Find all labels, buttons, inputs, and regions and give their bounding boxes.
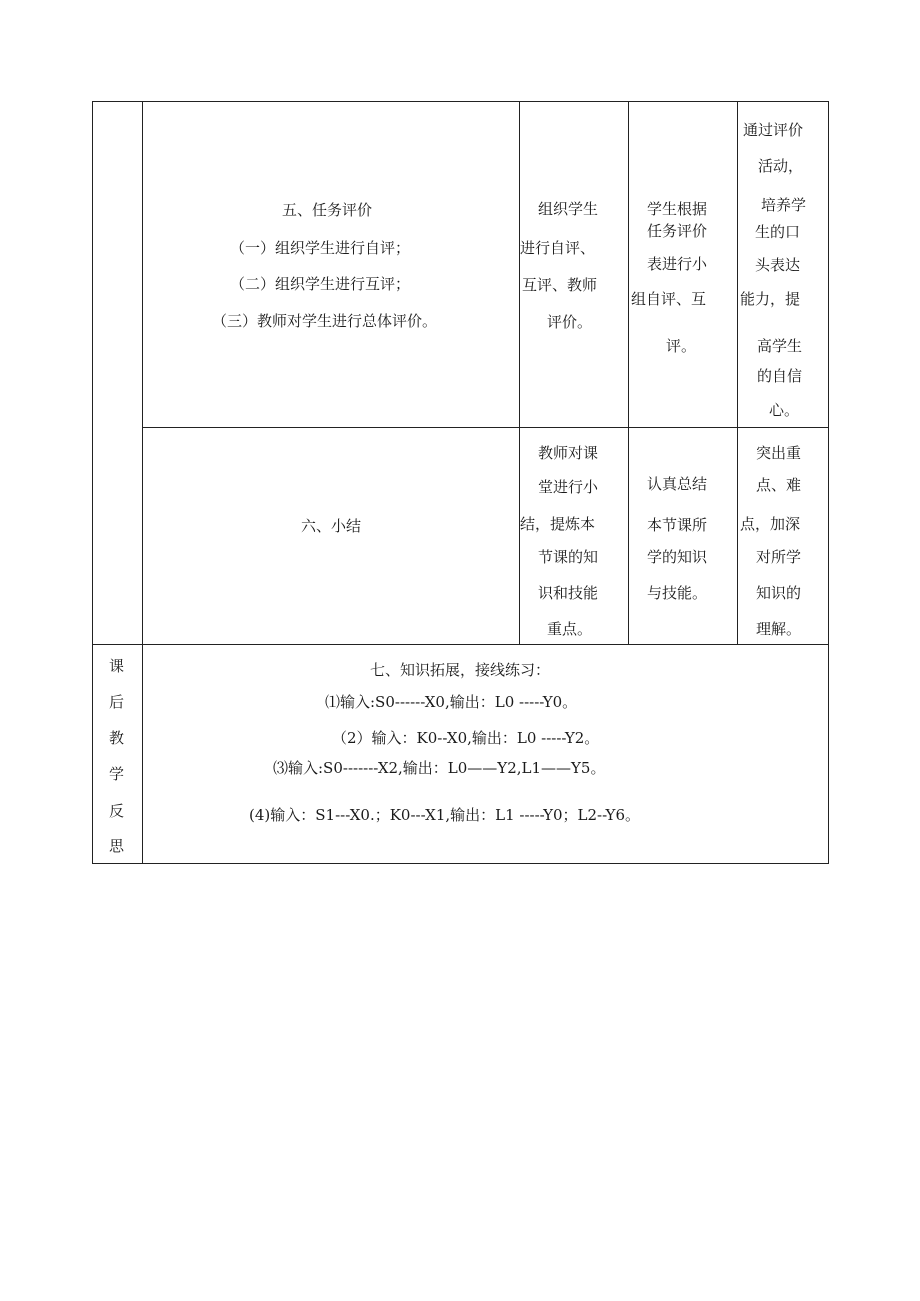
exercise-item: ⑶输入:S0-------X2,输出：L0——Y2,L1——Y5。: [273, 759, 606, 777]
design-intent-line: 培养学: [761, 196, 807, 214]
student-activity-line: 学的知识: [647, 548, 708, 566]
design-intent-line: 理解。: [756, 620, 802, 638]
design-intent-line: 高学生: [757, 337, 803, 355]
teacher-activity-line: 识和技能: [538, 584, 599, 602]
content-item: （一）组织学生进行自评；: [230, 239, 411, 257]
teacher-activity-line: 评价。: [547, 313, 593, 331]
reflection-label-char: 后: [109, 693, 125, 711]
design-intent-line: 能力，提: [740, 290, 801, 308]
student-activity-line: 本节课所: [647, 516, 708, 534]
design-intent-line: 点，加深: [740, 515, 801, 533]
content-item: （三）教师对学生进行总体评价。: [212, 312, 438, 330]
teacher-activity-line: 重点。: [547, 620, 593, 638]
student-activity-line: 任务评价: [647, 222, 708, 240]
student-activity-line: 评。: [666, 337, 697, 355]
col-divider-teacher: [519, 101, 520, 645]
design-intent-line: 心。: [769, 401, 800, 419]
table-border-left: [92, 101, 93, 864]
student-activity-line: 组自评、互: [631, 290, 707, 308]
reflection-label-char: 反: [109, 802, 125, 820]
reflection-label-char: 课: [109, 657, 125, 675]
reflection-label-char: 学: [109, 765, 125, 783]
content-title: 五、任务评价: [282, 201, 373, 219]
design-intent-line: 活动，: [758, 157, 804, 175]
exercise-item: （2）输入：K0--X0,输出：L0 -----Y2。: [332, 729, 600, 747]
student-activity-line: 与技能。: [647, 584, 708, 602]
reflection-label-char: 思: [109, 837, 125, 855]
col-divider-intent: [737, 101, 738, 645]
table-border-bottom: [92, 863, 829, 864]
design-intent-line: 通过评价: [743, 121, 804, 139]
col-divider-label: [142, 101, 143, 864]
design-intent-line: 的自信: [757, 367, 803, 385]
student-activity-line: 表进行小: [647, 255, 708, 273]
teacher-activity-line: 结，提炼本: [520, 515, 596, 533]
table-border-top: [92, 101, 829, 102]
design-intent-line: 对所学: [756, 548, 802, 566]
reflection-label-char: 教: [109, 729, 125, 747]
teacher-activity-line: 组织学生: [538, 200, 599, 218]
teacher-activity-line: 堂进行小: [538, 478, 599, 496]
col-divider-student: [628, 101, 629, 645]
teacher-activity-line: 节课的知: [538, 548, 599, 566]
design-intent-line: 点、难: [756, 476, 802, 494]
row-divider-1: [142, 427, 829, 428]
teacher-activity-line: 教师对课: [538, 444, 599, 462]
design-intent-line: 头表达: [755, 256, 801, 274]
student-activity-line: 学生根据: [647, 200, 708, 218]
row-divider-2: [92, 644, 829, 645]
exercise-item: ⑴输入:S0------X0,输出：L0 -----Y0。: [325, 693, 578, 711]
content-item: （二）组织学生进行互评；: [230, 275, 411, 293]
extension-title: 七、知识拓展，接线练习：: [370, 661, 551, 679]
content-title: 六、小结: [301, 517, 362, 535]
exercise-item: (4)输入：S1---X0.；K0---X1,输出：L1 -----Y0；L2--Y6。: [249, 806, 640, 824]
teacher-activity-line: 进行自评、: [520, 239, 596, 257]
table-border-right: [828, 101, 829, 864]
student-activity-line: 认真总结: [647, 475, 708, 493]
design-intent-line: 知识的: [756, 584, 802, 602]
teacher-activity-line: 互评、教师: [522, 276, 598, 294]
design-intent-line: 突出重: [756, 444, 802, 462]
design-intent-line: 生的口: [755, 223, 801, 241]
